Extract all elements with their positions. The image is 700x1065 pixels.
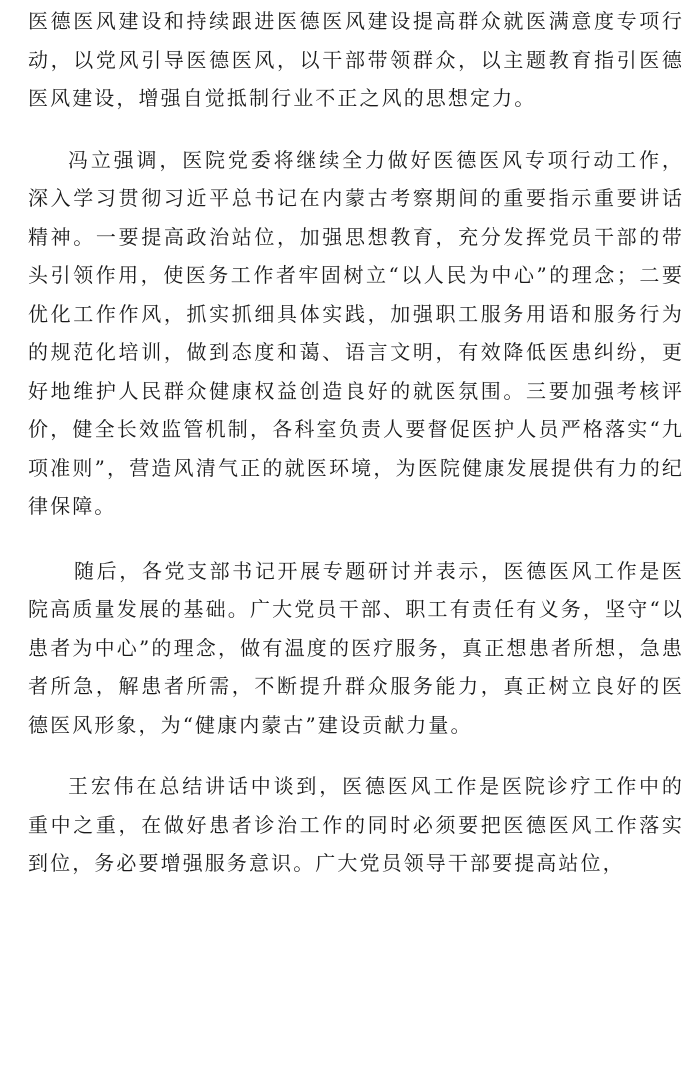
paragraph-branch-secretaries: 随后，各党支部书记开展专题研讨并表示，医德医风工作是医院高质量发展的基础。广大党员干部、职工有责任有义务，坚守“以患者为中心”的理念，做有温度的医疗服务，真正想患者所想，急患者所急，解患者所需，不断提升群众服务能力，真正树立良好的医德医风形象，为“健康内蒙古”建设贡献力量。 [28, 558, 684, 737]
paragraph-continuation: 医德医风建设和持续跟进医德医风建设提高群众就医满意度专项行动，以党风引导医德医风，以干部带领群众，以主题教育指引医德医风建设，增强自觉抵制行业不正之风的思想定力。 [28, 9, 684, 110]
paragraph-wanghongwei-summary: 王宏伟在总结讲话中谈到，医德医风工作是医院诊疗工作中的重中之重，在做好患者诊治工作的同时必须要把医德医风工作落实到位，务必要增强服务意识。广大党员领导干部要提高站位， [28, 774, 684, 875]
paragraph-fengli-remarks: 冯立强调，医院党委将继续全力做好医德医风专项行动工作，深入学习贯彻习近平总书记在内蒙古考察期间的重要指示重要讲话精神。一要提高政治站位，加强思想教育，充分发挥党员干部的带头引领作用，使医务工作者牢固树立“以人民为中心”的理念；二要优化工作作风，抓实抓细具体实践，加强职工服务用语和服务行为的规范化培训，做到态度和蔼、语言文明，有效降低医患纠纷，更好地维护人民群众健康权益创造良好的就医氛围。三要加强考核评价，健全长效监管机制，各科室负责人要督促医护人员严格落实“九项准则”，营造风清气正的就医环境，为医院健康发展提供有力的纪律保障。 [28, 147, 684, 518]
